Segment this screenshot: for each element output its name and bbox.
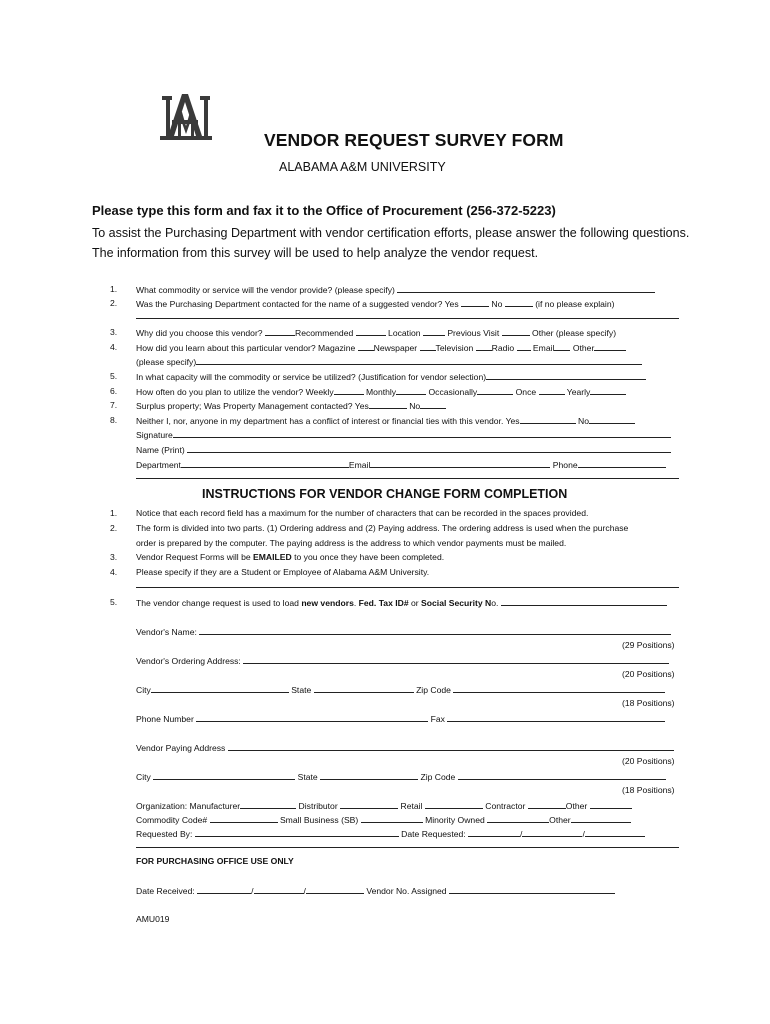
field-label: Minority Owned xyxy=(425,815,485,825)
instruction-5 xyxy=(136,596,667,609)
department-field[interactable] xyxy=(181,458,349,468)
positions-note: (20 Positions) xyxy=(622,756,675,766)
option-label: Email xyxy=(532,343,555,353)
question-text: Why did you choose this vendor? xyxy=(136,328,263,338)
question-8 xyxy=(136,414,635,427)
field-label: Distributor xyxy=(298,801,338,811)
q2-no-field[interactable] xyxy=(505,297,533,307)
form-title: VENDOR REQUEST SURVEY FORM xyxy=(264,130,564,150)
distributor-field[interactable] xyxy=(340,799,398,809)
option-label: Other xyxy=(572,343,595,353)
instruction-text: to you once they have been completed. xyxy=(291,552,445,562)
q8-no-field[interactable] xyxy=(589,414,635,424)
date-separator: / xyxy=(582,829,585,839)
date-received-month-field[interactable] xyxy=(197,884,254,896)
q7-no-field[interactable] xyxy=(420,399,446,409)
option-label: No xyxy=(491,299,503,309)
date-received-year-field[interactable] xyxy=(303,884,364,896)
instruction-2b: order is prepared by the computer. The paying address is the address to which vendor payments must be mailed. xyxy=(136,538,567,548)
q2-yes-field[interactable] xyxy=(461,297,489,307)
field-label: Phone Number xyxy=(136,714,194,724)
field-label: Other xyxy=(565,801,588,811)
q8-yes-field[interactable] xyxy=(520,414,576,424)
field-label: Vendor's Ordering Address: xyxy=(136,656,241,666)
option-label: Yearly xyxy=(566,387,591,397)
question-text: What commodity or service will the vendor provide? (please specify) xyxy=(136,285,395,295)
instruction-emphasis: Fed. Tax ID# xyxy=(358,598,409,608)
ordering-city-field[interactable] xyxy=(151,683,289,693)
retail-field[interactable] xyxy=(425,799,483,809)
field-label: Fax xyxy=(430,714,445,724)
vendor-name-field[interactable] xyxy=(199,625,671,635)
option-label: Monthly xyxy=(366,387,397,397)
minority-owned-field[interactable] xyxy=(487,813,549,823)
section-divider xyxy=(136,478,679,479)
commodity-other-field[interactable] xyxy=(571,813,631,823)
option-label: Radio xyxy=(491,343,515,353)
field-label: Date Requested: xyxy=(401,829,466,839)
aamu-logo-icon xyxy=(158,92,222,146)
intro-paragraph: To assist the Purchasing Department with vendor certification efforts, please answer the following questions. The information from this survey will be used to help analyze the vendor request. xyxy=(92,226,690,260)
question-text: Was the Purchasing Department contacted for the name of a suggested vendor? Yes xyxy=(136,299,459,309)
ordering-address-field[interactable] xyxy=(243,654,669,664)
field-label: Zip Code xyxy=(416,685,451,695)
question-number: 5. xyxy=(110,371,118,381)
option-label: Once xyxy=(515,387,537,397)
tax-id-field[interactable] xyxy=(501,596,667,606)
positions-note: (18 Positions) xyxy=(622,698,675,708)
q4-newspaper-field[interactable] xyxy=(420,341,436,351)
signature-row xyxy=(136,428,671,441)
option-label: Recommended xyxy=(294,328,354,338)
positions-note: (20 Positions) xyxy=(622,669,675,679)
question-number: 6. xyxy=(110,386,118,396)
field-label: State xyxy=(297,772,318,782)
question-4 xyxy=(136,341,626,354)
instruction-1: Notice that each record field has a maximum for the number of characters that can be recorded in the spaces provided. xyxy=(136,508,589,518)
question-7 xyxy=(136,399,446,412)
q1-answer-field[interactable] xyxy=(397,283,655,293)
phone-number-field[interactable] xyxy=(196,712,428,722)
small-business-field[interactable] xyxy=(361,813,423,823)
name-print-row xyxy=(136,443,671,456)
fax-instruction: Please type this form and fax it to the Office of Procurement (256-372-5223) xyxy=(92,203,556,218)
instruction-number: 1. xyxy=(110,508,118,518)
field-label: Vendor Paying Address xyxy=(136,743,226,753)
option-label: Previous Visit xyxy=(447,328,500,338)
q2-explain-line[interactable] xyxy=(136,318,679,319)
phone-fax-row xyxy=(136,712,665,725)
university-name: ALABAMA A&M UNIVERSITY xyxy=(279,160,446,174)
date-separator: / xyxy=(520,829,523,839)
date-received-day-field[interactable] xyxy=(254,884,304,894)
q3-location-field[interactable] xyxy=(356,326,386,336)
field-label: Email xyxy=(348,460,371,470)
field-label: City xyxy=(136,772,151,782)
question-number: 3. xyxy=(110,327,118,337)
field-label: Signature xyxy=(136,430,173,440)
question-text: In what capacity will the commodity or service be utilized? (Justification for vendor selection) xyxy=(136,372,487,382)
instruction-text: or xyxy=(408,598,422,608)
q4-email-field[interactable] xyxy=(554,341,570,351)
date-separator: / xyxy=(303,886,306,896)
q6-once-field[interactable] xyxy=(539,385,565,395)
field-label: Department xyxy=(136,460,181,470)
name-print-field[interactable] xyxy=(187,443,671,453)
section-divider xyxy=(136,847,679,848)
q3-other-field[interactable] xyxy=(502,326,530,336)
paying-address-field[interactable] xyxy=(228,741,674,751)
paying-city-field[interactable] xyxy=(153,770,295,780)
instruction-4-answer-line[interactable] xyxy=(136,587,679,588)
aamu-logo xyxy=(158,92,222,146)
paying-zip-field[interactable] xyxy=(458,770,666,780)
option-label: No xyxy=(577,416,589,426)
field-label: Small Business (SB) xyxy=(279,815,359,825)
vendor-name-row xyxy=(136,625,671,638)
paying-state-field[interactable] xyxy=(320,770,418,780)
question-2 xyxy=(136,297,615,310)
field-label: Contractor xyxy=(485,801,526,811)
question-number: 7. xyxy=(110,400,118,410)
ordering-address-row xyxy=(136,654,669,667)
contractor-field[interactable] xyxy=(528,799,566,809)
question-3 xyxy=(136,326,616,339)
requested-by-row xyxy=(136,827,645,840)
option-label: Newspaper xyxy=(373,343,418,353)
q6-monthly-field[interactable] xyxy=(396,385,426,395)
option-label: Other (please specify) xyxy=(532,328,617,338)
commodity-row xyxy=(136,813,631,826)
q4-magazine-field[interactable] xyxy=(358,341,374,351)
ordering-state-field[interactable] xyxy=(314,683,414,693)
q3-recommended-field[interactable] xyxy=(265,326,295,336)
q6-occasionally-field[interactable] xyxy=(477,385,513,395)
field-label: Phone xyxy=(552,460,578,470)
field-label: City xyxy=(136,685,151,695)
manufacturer-field[interactable] xyxy=(240,799,296,809)
option-label: Occasionally xyxy=(428,387,478,397)
field-label: Vendor's Name: xyxy=(136,627,197,637)
question-text: Surplus property; Was Property Management contacted? Yes xyxy=(136,401,369,411)
option-label: (if no please explain) xyxy=(535,299,615,309)
question-1 xyxy=(136,283,655,296)
instruction-emphasis: new vendors xyxy=(301,598,354,608)
field-label: Commodity Code# xyxy=(136,815,208,825)
instruction-emphasis: EMAILED xyxy=(253,552,292,562)
field-label: State xyxy=(291,685,312,695)
question-text: How did you learn about this particular vendor? Magazine xyxy=(136,343,356,353)
instruction-emphasis: Social Security N xyxy=(421,598,492,608)
instruction-text: The vendor change request is used to load xyxy=(136,598,302,608)
question-number: 1. xyxy=(110,284,118,294)
instruction-text: . xyxy=(353,598,359,608)
option-label: Television xyxy=(435,343,474,353)
field-label: Date Received: xyxy=(136,886,195,896)
instruction-number: 3. xyxy=(110,552,118,562)
q3-previous-visit-field[interactable] xyxy=(423,326,445,336)
q4-specify-field[interactable] xyxy=(196,355,642,365)
fax-field[interactable] xyxy=(447,712,665,722)
instruction-number: 4. xyxy=(110,567,118,577)
option-label: No xyxy=(409,401,421,411)
requested-by-field[interactable] xyxy=(195,827,399,837)
ordering-zip-field[interactable] xyxy=(453,683,665,693)
email-field[interactable] xyxy=(370,458,550,468)
phone-field[interactable] xyxy=(578,458,666,468)
question-number: 8. xyxy=(110,415,118,425)
option-label: Location xyxy=(388,328,421,338)
date-requested-month-field[interactable] xyxy=(468,827,523,839)
question-5 xyxy=(136,370,646,383)
q4-radio-field[interactable] xyxy=(517,341,531,351)
field-label: Retail xyxy=(400,801,423,811)
date-requested-year-field[interactable] xyxy=(585,827,645,837)
q4-television-field[interactable] xyxy=(476,341,492,351)
question-number: 2. xyxy=(110,298,118,308)
q4-other-field[interactable] xyxy=(594,341,626,351)
office-use-heading: FOR PURCHASING OFFICE USE ONLY xyxy=(136,856,294,866)
positions-note: (29 Positions) xyxy=(622,640,675,650)
vendor-number-field[interactable] xyxy=(449,884,615,894)
field-label: Vendor No. Assigned xyxy=(366,886,447,896)
q6-yearly-field[interactable] xyxy=(590,385,626,395)
field-label: Name (Print) xyxy=(136,445,185,455)
instruction-text: o. xyxy=(491,598,499,608)
instruction-number: 5. xyxy=(110,597,118,607)
question-text: (please specify) xyxy=(136,357,197,367)
field-label: Other xyxy=(549,815,571,825)
field-label: Requested By: xyxy=(136,829,193,839)
date-requested-day-field[interactable] xyxy=(522,827,585,839)
organization-row xyxy=(136,799,632,812)
field-label: Zip Code xyxy=(420,772,456,782)
organization-other-field[interactable] xyxy=(590,799,632,809)
instruction-number: 2. xyxy=(110,523,118,533)
instruction-3 xyxy=(136,551,444,563)
date-separator: / xyxy=(251,886,254,896)
question-text: Neither I, nor, anyone in my department has a conflict of interest or financial ties with this vendor. Yes xyxy=(136,416,520,426)
instruction-2a: The form is divided into two parts. (1) Ordering address and (2) Paying address. The ordering address is used when the purchase xyxy=(136,523,629,533)
q7-yes-field[interactable] xyxy=(369,399,407,409)
date-received-row xyxy=(136,884,615,897)
instruction-4: Please specify if they are a Student or Employee of Alabama A&M University. xyxy=(136,567,430,577)
instruction-text: Vendor Request Forms will be xyxy=(136,552,254,562)
paying-city-row xyxy=(136,770,666,783)
signature-field[interactable] xyxy=(173,428,671,438)
q5-answer-field[interactable] xyxy=(486,370,646,380)
instructions-title: INSTRUCTIONS FOR VENDOR CHANGE FORM COMPLETION xyxy=(202,487,568,501)
question-4-specify xyxy=(136,355,642,368)
ordering-city-row xyxy=(136,683,665,696)
positions-note: (18 Positions) xyxy=(622,785,675,795)
form-code: AMU019 xyxy=(136,914,170,924)
q6-weekly-field[interactable] xyxy=(334,385,364,395)
question-6 xyxy=(136,385,626,398)
question-number: 4. xyxy=(110,342,118,352)
paying-address-row xyxy=(136,741,674,754)
field-label: Organization: Manufacturer xyxy=(136,801,241,811)
department-row xyxy=(136,458,666,471)
commodity-code-field[interactable] xyxy=(210,813,278,823)
question-text: How often do you plan to utilize the vendor? Weekly xyxy=(136,387,334,397)
